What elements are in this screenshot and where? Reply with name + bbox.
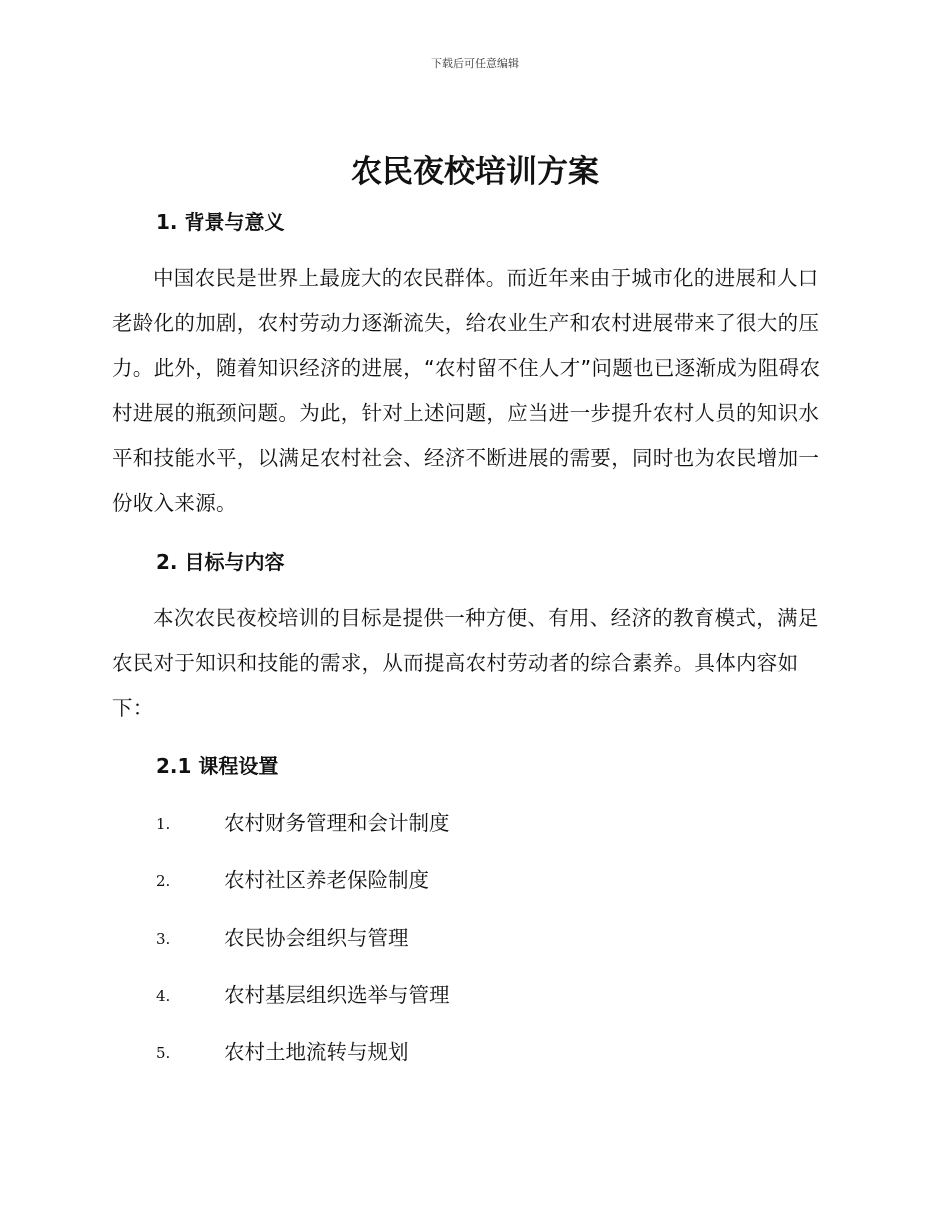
page-header-note: 下载后可任意编辑 <box>431 57 519 70</box>
course-list <box>156 800 450 1086</box>
section-heading-background: 1. 背景与意义 <box>156 210 285 234</box>
list-item <box>156 972 450 1029</box>
list-item-number: 5. <box>156 1044 171 1063</box>
list-item <box>156 800 450 857</box>
list-item-number: 2. <box>156 872 171 891</box>
list-item <box>156 1029 450 1086</box>
list-item-label: 农村土地流转与规划 <box>224 1040 409 1065</box>
section-heading-goals: 2. 目标与内容 <box>156 550 285 574</box>
list-item <box>156 915 450 972</box>
list-item <box>156 857 450 914</box>
list-item-label: 农民协会组织与管理 <box>224 925 409 950</box>
subsection-heading-courses: 2.1 课程设置 <box>156 754 279 778</box>
section-paragraph-goals: 本次农民夜校培训的目标是提供一种方便、有用、经济的教育模式，满足农民对于知识和技能的需求，从而提高农村劳动者的综合素养。具体内容如下： <box>112 606 819 720</box>
list-item-label: 农村基层组织选举与管理 <box>224 982 450 1007</box>
list-item-number: 1. <box>156 815 171 833</box>
list-item-number: 3. <box>156 929 171 948</box>
list-item-label: 农村财务管理和会计制度 <box>224 811 450 835</box>
list-item-number: 4. <box>156 986 171 1005</box>
section-paragraph-background: 中国农民是世界上最庞大的农民群体。而近年来由于城市化的进展和人口老龄化的加剧，农村劳动力逐渐流失，给农业生产和农村进展带来了很大的压力。此外，随着知识经济的进展，“农村留不住人才”问题也已逐渐成为阻碍农村进展的瓶颈问题。为此，针对上述问题，应当进一步提升农村人员的知识水平和技能水平，以满足农村社会、经济不断进展的需要，同时也为农民增加一份收入来源。 <box>112 266 821 515</box>
document-title: 农民夜校培训方案 <box>351 154 599 190</box>
list-item-label: 农村社区养老保险制度 <box>224 868 429 893</box>
